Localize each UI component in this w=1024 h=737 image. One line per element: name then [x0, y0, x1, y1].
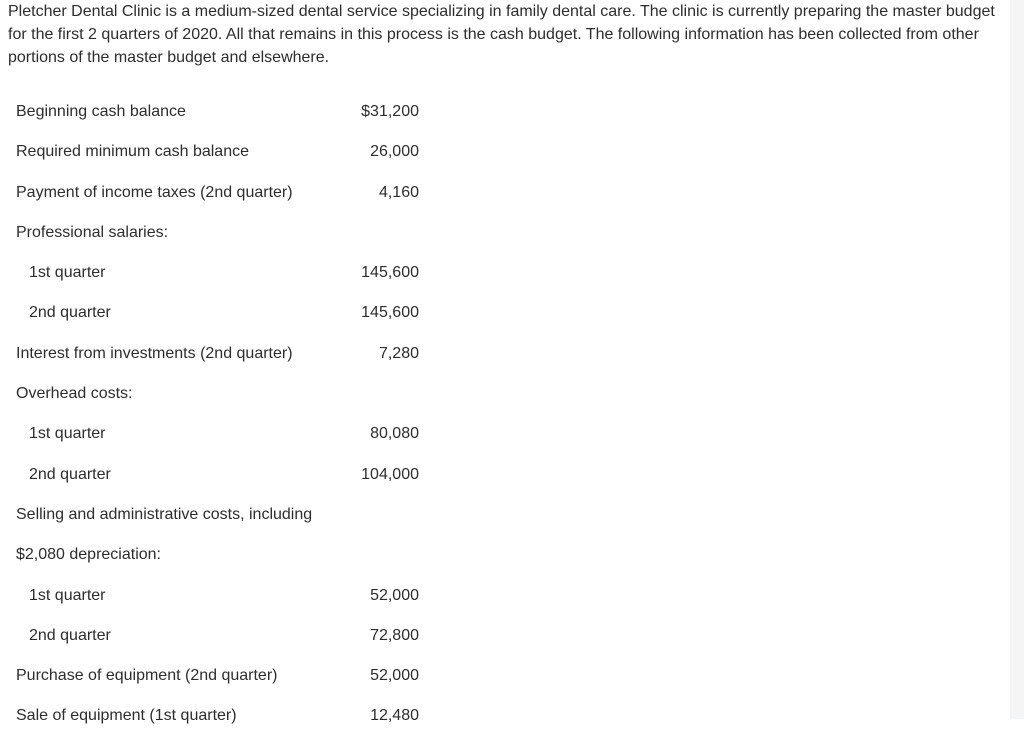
- table-row: [0, 293, 1010, 333]
- table-row: [0, 455, 1010, 495]
- table-row: [0, 495, 1010, 535]
- row-label: Overhead costs:: [16, 385, 133, 403]
- row-label: Selling and administrative costs, including: [16, 505, 313, 523]
- table-row: [0, 374, 1010, 414]
- row-value: 72,800: [370, 626, 419, 644]
- row-value: 145,600: [361, 304, 419, 322]
- row-label: 1st quarter: [29, 264, 106, 282]
- table-row: [0, 253, 1010, 293]
- table-row: [0, 656, 1010, 696]
- row-label: Interest from investments (2nd quarter): [16, 344, 293, 362]
- table-row: [0, 213, 1010, 253]
- table-row: [0, 173, 1010, 213]
- row-label: Payment of income taxes (2nd quarter): [16, 183, 293, 201]
- row-label: Professional salaries:: [16, 223, 169, 241]
- row-label: 2nd quarter: [29, 304, 111, 322]
- table-row: [0, 132, 1010, 172]
- budget-info-table: [0, 92, 1010, 737]
- row-value: 145,600: [361, 264, 419, 282]
- table-row: [0, 616, 1010, 656]
- table-row: [0, 696, 1010, 736]
- row-value: 12,480: [370, 707, 419, 725]
- table-row: [0, 535, 1010, 575]
- row-label: Purchase of equipment (2nd quarter): [16, 667, 278, 685]
- row-value: $31,200: [361, 103, 419, 120]
- row-label: Sale of equipment (1st quarter): [16, 707, 237, 725]
- row-label: 1st quarter: [29, 586, 106, 604]
- table-row: [0, 576, 1010, 616]
- row-label: $2,080 depreciation:: [16, 546, 161, 564]
- row-label: 1st quarter: [29, 425, 106, 443]
- table-row: [0, 414, 1010, 454]
- row-value: 26,000: [370, 143, 419, 161]
- row-label: 2nd quarter: [29, 465, 111, 483]
- row-value: 80,080: [370, 425, 419, 443]
- table-row: [0, 92, 1010, 132]
- row-value: 52,000: [370, 667, 419, 685]
- row-label: Beginning cash balance: [16, 103, 186, 120]
- row-value: 7,280: [378, 344, 419, 362]
- row-value: 52,000: [370, 586, 419, 604]
- right-scroll-strip: [1010, 0, 1024, 719]
- row-value: 104,000: [361, 465, 419, 483]
- problem-intro-text: Pletcher Dental Clinic is a medium-sized dental service specializing in family dental care. The clinic is currently preparing the master budget for the first 2 quarters of 2020. All that remains in this process is the cash budget. The following information has been collected from other portions of the master budget and elsewhere.: [8, 3, 995, 66]
- table-row: [0, 334, 1010, 374]
- row-label: 2nd quarter: [29, 626, 111, 644]
- row-label: Required minimum cash balance: [16, 143, 249, 161]
- row-value: 4,160: [378, 183, 419, 201]
